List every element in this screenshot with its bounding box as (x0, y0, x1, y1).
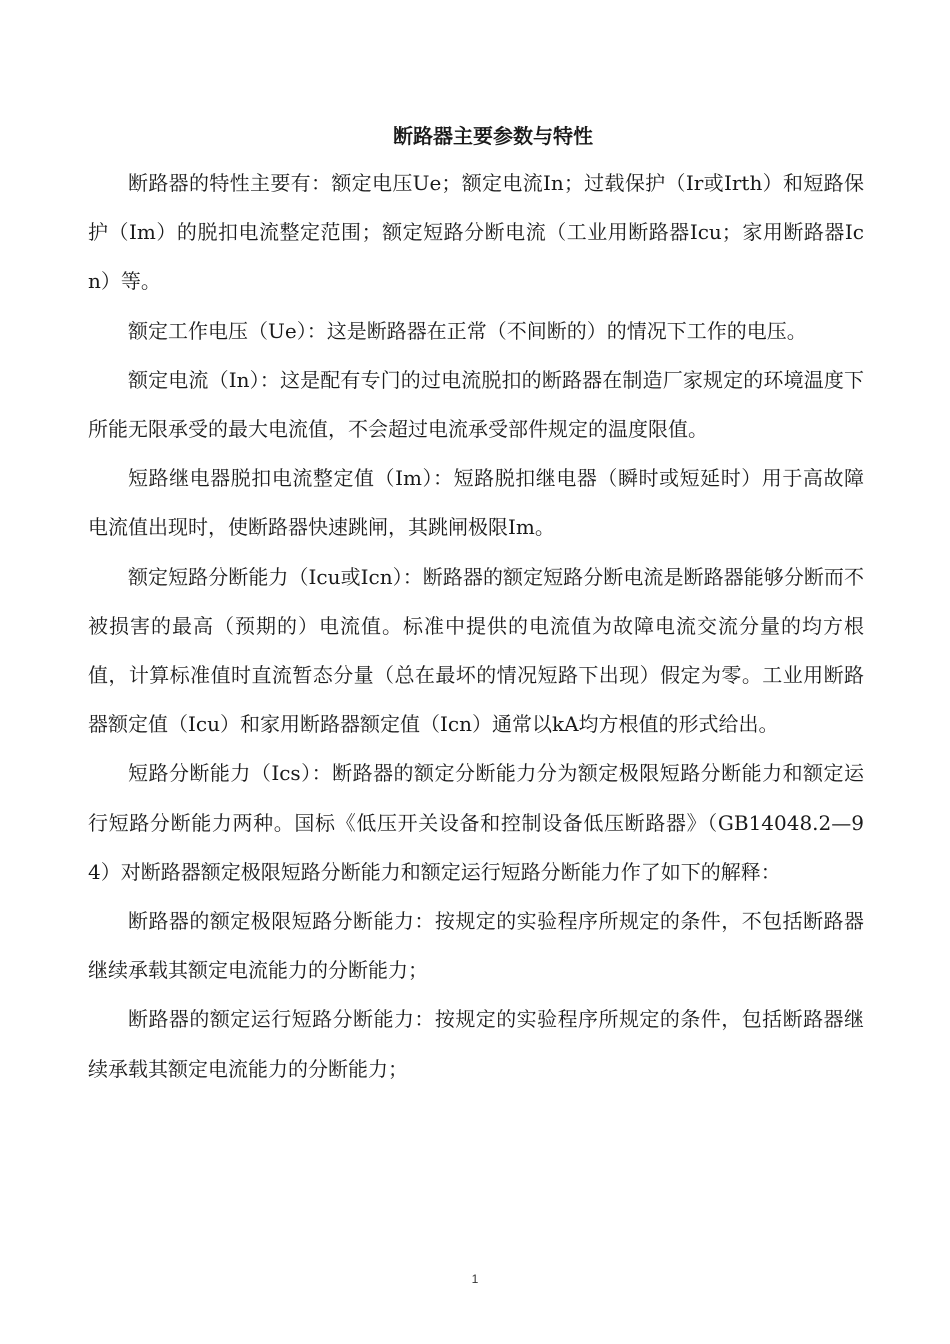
paragraph-rated-voltage: 额定工作电压（Ue）：这是断路器在正常（不间断的）的情况下工作的电压。 (128, 318, 807, 343)
paragraph-rated-current: 额定电流（In）：这是配有专门的过电流脱扣的断路器在制造厂家规定的环境温度下所能无限承受的最大电流值，不会超过电流承受部件规定的温度限值。 (88, 367, 864, 442)
paragraph-overview: 断路器的特性主要有：额定电压Ue；额定电流In；过载保护（Ir或Irth）和短路保护（Im）的脱扣电流整定范围；额定短路分断电流（工业用断路器Icu；家用断路器Icn）等。 (88, 171, 864, 294)
paragraph-breaking-capacity: 额定短路分断能力（Icu或Icn）：断路器的额定短路分断电流是断路器能够分断而不被损害的最高（预期的）电流值。标准中提供的电流值为故障电流交流分量的均方根值，计算标准值时直流暂态分量（总在最坏的情况短路下出现）假定为零。工业用断路器额定值（Icu）和家用断路器额定值（Icn）通常以kA均方根值的形式给出。 (88, 564, 864, 737)
paragraph-ics: 短路分断能力（Ics）：断路器的额定分断能力分为额定极限短路分断能力和额定运行短路分断能力两种。国标《低压开关设备和控制设备低压断路器》（GB14048.2—94）对断路器额定极限短路分断能力和额定运行短路分断能力作了如下的解释： (88, 761, 864, 884)
document-title: 断路器主要参数与特性 (393, 124, 593, 148)
page-number: 1 (471, 1272, 479, 1286)
paragraph-ultimate-capacity: 断路器的额定极限短路分断能力：按规定的实验程序所规定的条件，不包括断路器继续承载其额定电流能力的分断能力； (88, 909, 864, 983)
paragraph-service-capacity: 断路器的额定运行短路分断能力：按规定的实验程序所规定的条件，包括断路器继续承载其额定电流能力的分断能力； (88, 1007, 864, 1081)
document-body (88, 113, 864, 1094)
paragraph-short-circuit-trip: 短路继电器脱扣电流整定值（Im）：短路脱扣继电器（瞬时或短延时）用于高故障电流值出现时，使断路器快速跳闸，其跳闸极限Im。 (88, 466, 864, 540)
